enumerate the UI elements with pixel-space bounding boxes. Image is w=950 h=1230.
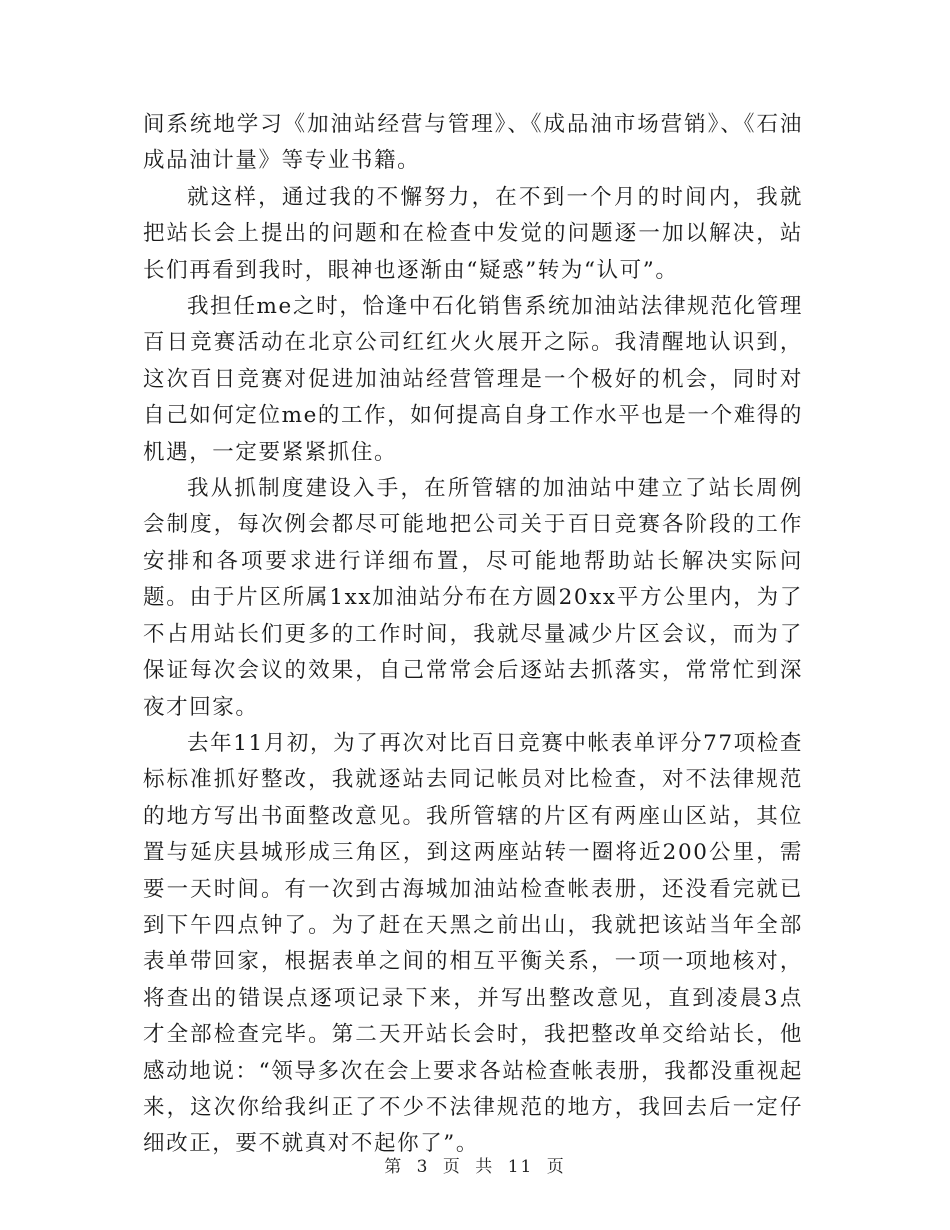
paragraph-5: 去年11月初，为了再次对比百日竞赛中帐表单评分77项检查标标准抓好整改，我就逐站去同记帐员对比检查，对不法律规范的地方写出书面整改意见。我所管辖的片区有两座山区站，其位置与延庆县城形成三角区，到这两座站转一圈将近200公里，需要一天时间。有一次到古海城加油站检查帐表册，还没看完就已到下午四点钟了。为了赶在天黑之前出山，我就把该站当年全部表单带回家，根据表单之间的相互平衡关系，一项一项地核对，将查出的错误点逐项记录下来，并写出整改意见，直到凌晨3点才全部检查完毕。第二天开站长会时，我把整改单交给站长，他感动地说：“领导多次在会上要求各站检查帐表册，我都没重视起来，这次你给我纠正了不少不法律规范的地方，我回去后一定仔细改正，要不就真对不起你了”。 [143, 730, 803, 1157]
paragraph-1: 间系统地学习《加油站经营与管理》、《成品油市场营销》、《石油成品油计量》等专业书籍。 [143, 112, 803, 174]
footer-current-page: 3 [416, 1157, 430, 1177]
paragraph-4: 我从抓制度建设入手，在所管辖的加油站中建立了站长周例会制度，每次例会都尽可能地把公司关于百日竞赛各阶段的工作安排和各项要求进行详细布置，尽可能地帮助站长解决实际问题。由于片区所属1xx加油站分布在方圆20xx平方公里内，为了不占用站长们更多的工作时间，我就尽量减少片区会议，而为了保证每次会议的效果，自己常常会后逐站去抓落实，常常忙到深夜才回家。 [143, 476, 803, 720]
paragraph-2: 就这样，通过我的不懈努力，在不到一个月的时间内，我就把站长会上提出的问题和在检查中发觉的问题逐一加以解决，站长们再看到我时，眼神也逐渐由“疑惑”转为“认可”。 [143, 184, 803, 283]
paragraph-3: 我担任me之时，恰逢中石化销售系统加油站法律规范化管理百日竞赛活动在北京公司红红火火展开之际。我清醒地认识到，这次百日竞赛对促进加油站经营管理是一个极好的机会，同时对自己如何定位me的工作，如何提高自身工作水平也是一个难得的机遇，一定要紧紧抓住。 [143, 294, 804, 465]
footer-total-pages: 11 [507, 1157, 534, 1177]
footer-label-page-unit: 页 [442, 1157, 462, 1177]
footer-label-page: 第 [384, 1157, 404, 1177]
footer-label-total: 共 [475, 1157, 495, 1177]
page-footer [0, 1152, 950, 1177]
footer-label-total-unit: 页 [546, 1157, 566, 1177]
document-body [143, 107, 803, 1163]
